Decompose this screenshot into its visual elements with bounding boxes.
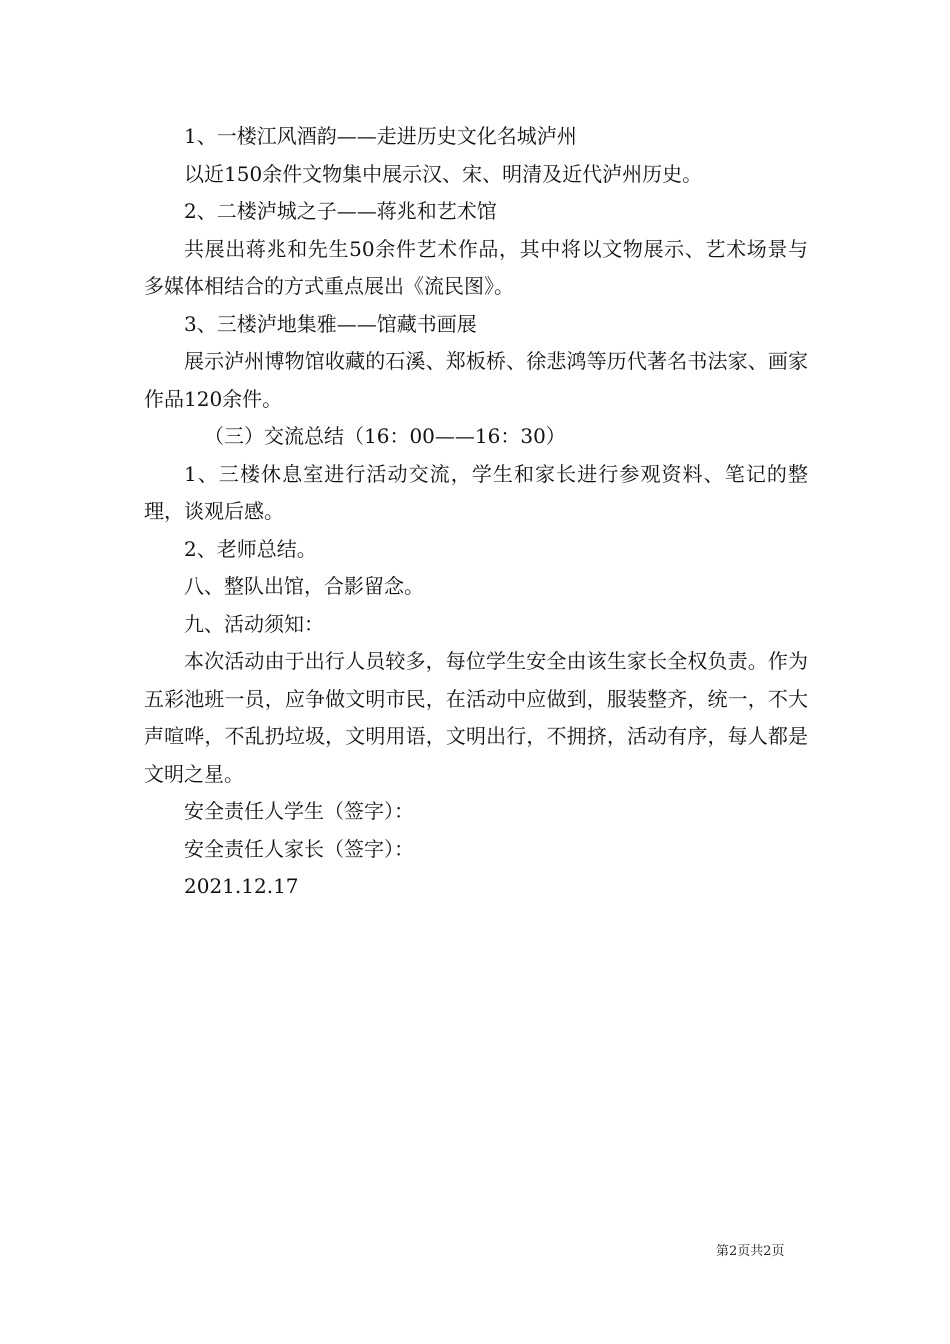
paragraph-floor1-desc: 以近150余件文物集中展示汉、宋、明清及近代泸州历史。 <box>184 161 703 186</box>
paragraph-floor3-desc: 展示泸州博物馆收藏的石溪、郑板桥、徐悲鸿等历代著名书法家、画家作品120余件。 <box>144 349 808 411</box>
paragraph-floor1-heading: 1、一楼江风酒韵——走进历史文化名城泸州 <box>184 124 577 148</box>
paragraph-section-9: 九、活动须知： <box>184 611 324 636</box>
paragraph-floor2-desc: 共展出蒋兆和先生50余件艺术作品，其中将以文物展示、艺术场景与多媒体相结合的方式重点展出《流民图》。 <box>144 236 808 298</box>
document-date: 2021.12.17 <box>184 874 299 898</box>
document-body <box>144 118 808 906</box>
paragraph-summary-item1: 1、三楼休息室进行活动交流，学生和家长进行参观资料、笔记的整理，谈观后感。 <box>144 461 808 523</box>
paragraph-section-8: 八、整队出馆，合影留念。 <box>184 574 424 598</box>
paragraph-summary-item2: 2、老师总结。 <box>184 536 317 561</box>
paragraph-section-summary: （三）交流总结（16：00——16：30） <box>204 424 566 448</box>
paragraph-notice: 本次活动由于出行人员较多，每位学生安全由该生家长全权负责。作为五彩池班一员，应争做文明市民，在活动中应做到，服装整齐，统一，不大声喧哗，不乱扔垃圾，文明用语，文明出行，不拥挤，活动有序，每人都是文明之星。 <box>144 649 808 786</box>
parent-signature-line: 安全责任人家长（签字）： <box>184 836 414 861</box>
paragraph-floor2-heading: 2、二楼泸城之子——蒋兆和艺术馆 <box>184 199 497 223</box>
student-signature-line: 安全责任人学生（签字）： <box>184 799 414 823</box>
paragraph-floor3-heading: 3、三楼泸地集雅——馆藏书画展 <box>184 311 477 336</box>
page-number: 第2页共2页 <box>716 1244 785 1259</box>
